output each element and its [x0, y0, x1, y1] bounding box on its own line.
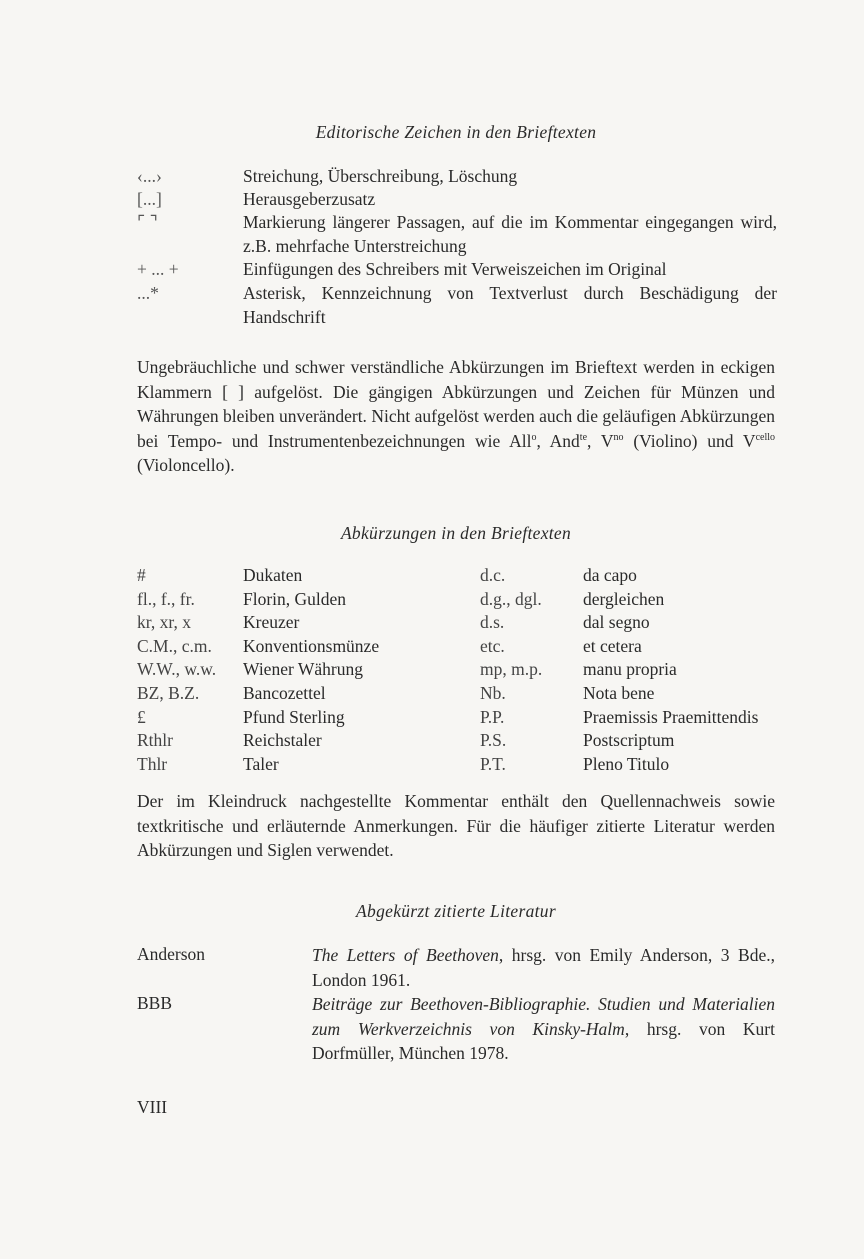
abbreviation: etc.	[480, 635, 505, 656]
abbreviation-meaning: da capo	[583, 565, 637, 585]
abbreviation: d.c.	[480, 565, 506, 585]
literature-citation	[312, 943, 775, 992]
abbreviation-meaning: dal segno	[583, 612, 650, 633]
abbreviation: C.M., c.m.	[137, 635, 212, 656]
abbreviation: d.s.	[480, 612, 505, 633]
abbreviation: P.S.	[480, 730, 507, 751]
mark-description: Asterisk, Kennzeichnung von Textverlust durch Beschädigung der Handschrift	[243, 283, 777, 327]
paragraph-abbreviations-note: Ungebräuchliche und schwer verständliche Abkürzungen im Brieftext werden in eckigen Klammern [ ] aufgelöst. Die gängigen Abkürzungen und Zeichen für Münzen und Währungen bleiben unverändert. Nicht aufgelöst werden auch die geläufigen Abkürzungen bei Tempo- und Instrumentenbezeichnungen wie All$^o$, And$^{te}$, $V^{no}$ (Violino) und $V^{cello}$ (Violoncello).	[137, 357, 775, 475]
abbreviation-meaning: Pleno Titulo	[583, 753, 670, 774]
abbreviation: Rthlr	[137, 730, 173, 751]
abbreviation: d.g., dgl.	[480, 588, 542, 609]
mark-symbol: [...]	[137, 189, 162, 209]
citation-title: Beiträge zur Beethoven-Bibliographie. Studien und Materialien zum Werkverzeichnis von Kinsky-Halm	[312, 994, 775, 1039]
abbreviation-meaning: manu propria	[583, 659, 677, 680]
abbreviation-meaning: Reichstaler	[243, 730, 322, 751]
citation-details: , hrsg. von Emily Anderson, 3 Bde., London 1961.	[312, 945, 775, 990]
abbreviation-meaning: et cetera	[583, 635, 642, 656]
abbreviation: £	[137, 706, 146, 727]
abbreviation-meaning: Kreuzer	[243, 612, 300, 633]
abbreviation-meaning: Taler	[243, 753, 279, 774]
abbreviation-meaning: Postscriptum	[583, 730, 675, 751]
abbreviation: P.T.	[480, 753, 506, 774]
abbreviation-meaning: Bancozettel	[243, 683, 326, 703]
abbreviation-meaning: Nota bene	[583, 683, 655, 703]
abbreviation: BZ, B.Z.	[137, 683, 200, 703]
citation-details: , hrsg. von Kurt Dorfmüller, München 1978.	[312, 1018, 775, 1063]
literature-abbreviation: Anderson	[137, 944, 206, 964]
abbreviation: Thlr	[137, 753, 168, 774]
abbreviation-meaning: Praemissis Praemittendis	[583, 706, 759, 727]
citation-title: The Letters of Beethoven	[312, 945, 499, 965]
abbreviation-meaning: Florin, Gulden	[243, 588, 347, 609]
mark-description: Herausgeberzusatz	[243, 189, 376, 209]
abbreviation-meaning: Konventionsmünze	[243, 635, 380, 656]
literature-citation	[312, 992, 775, 1066]
abbreviation: fl., f., fr.	[137, 588, 195, 609]
abbreviation-meaning: Pfund Sterling	[243, 706, 345, 727]
mark-symbol: ...*	[137, 283, 159, 303]
paragraph-commentary-note: Der im Kleindruck nachgestellte Kommentar enthält den Quellennachweis sowie textkritische und erläuternde Anmerkungen. Für die häufiger zitierte Literatur werden Abkürzungen und Siglen verwendet.	[137, 791, 775, 860]
abbreviation: mp, m.p.	[480, 659, 543, 680]
literature-abbreviation: BBB	[137, 993, 173, 1013]
mark-symbol: ‹...›	[137, 166, 162, 186]
abbreviation: W.W., w.w.	[137, 659, 217, 680]
mark-symbol: ⌜ ⌝	[137, 212, 158, 232]
abbreviation-meaning: Dukaten	[243, 565, 303, 585]
mark-description: Markierung längerer Passagen, auf die im Kommentar eingegangen wird, z.B. mehrfache Unterstreichung	[243, 212, 777, 256]
abbreviation: Nb.	[480, 683, 506, 703]
section-heading-literature: Abgekürzt zitierte Literatur	[356, 901, 556, 921]
abbreviation: #	[137, 565, 146, 585]
mark-description: Streichung, Überschreibung, Löschung	[243, 166, 518, 186]
abbreviation-meaning: Wiener Währung	[243, 659, 363, 680]
mark-symbol: + ... +	[137, 259, 179, 279]
section-heading-abbreviations: Abkürzungen in den Brieftexten	[340, 523, 572, 543]
abbreviation: kr, xr, x	[137, 612, 192, 633]
section-heading-editorial-marks: Editorische Zeichen in den Brieftexten	[315, 122, 597, 142]
page-number: VIII	[137, 1097, 168, 1117]
abbreviation: P.P.	[480, 706, 505, 727]
abbreviation-meaning: dergleichen	[583, 588, 665, 609]
mark-description: Einfügungen des Schreibers mit Verweiszeichen im Original	[243, 259, 667, 279]
